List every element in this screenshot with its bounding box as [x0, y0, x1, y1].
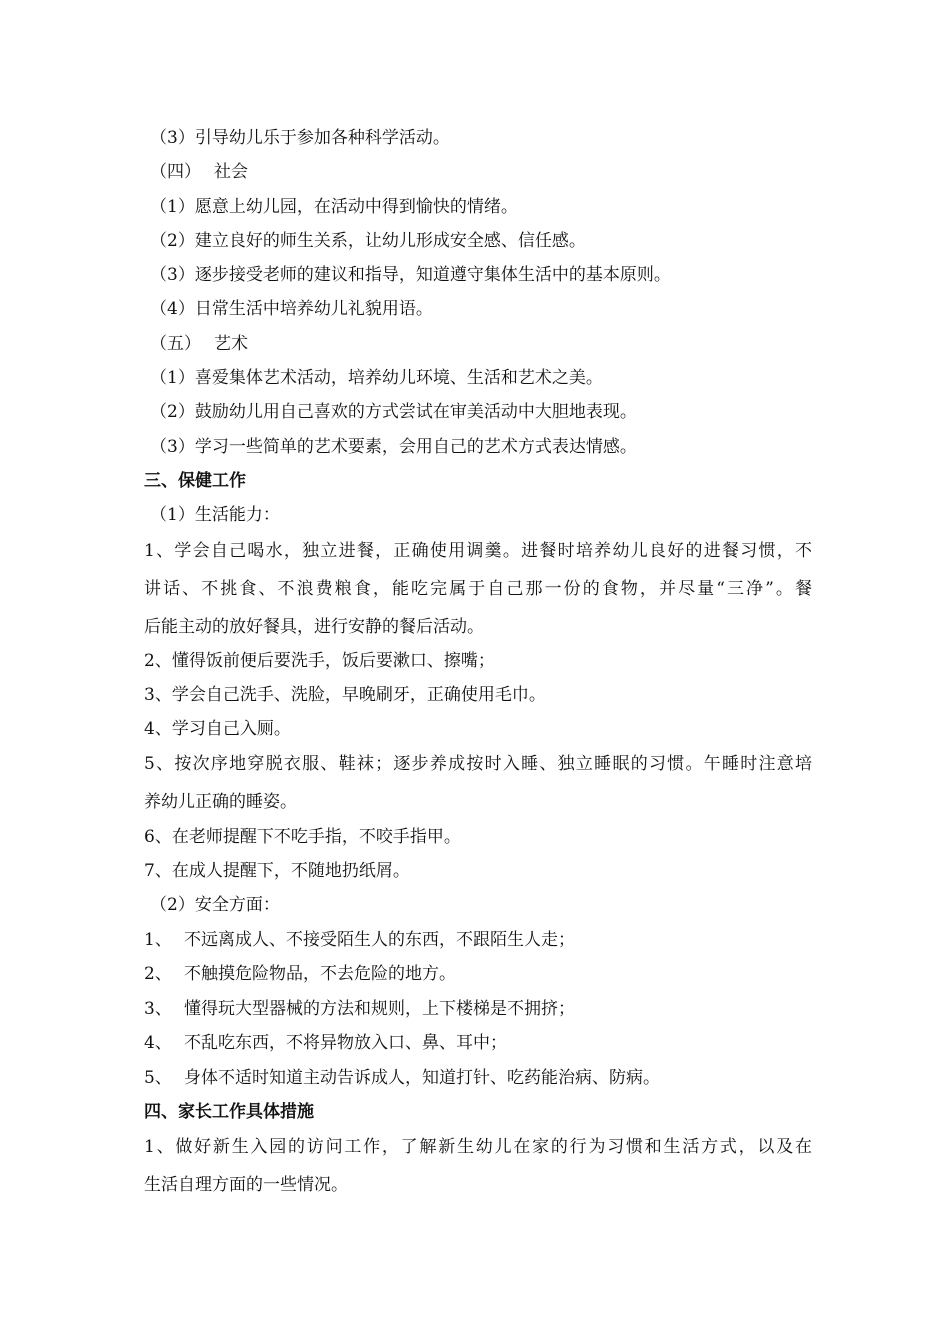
safety-item-1 [144, 929, 812, 951]
section-number: （四） [150, 162, 201, 182]
item-text: 日常生活中培养幼儿礼貌用语。 [194, 299, 433, 319]
safety-heading: （2）安全方面： [150, 895, 280, 915]
item-number: （2） [150, 231, 195, 251]
item-text: 喜爱集体艺术活动，培养幼儿环境、生活和艺术之美。 [194, 368, 603, 388]
item-text: 身体不适时知道主动告诉成人，知道打针、吃药能治病、防病。 [184, 1068, 660, 1088]
item-number: 2、 [144, 964, 172, 984]
item-number: （3） [150, 128, 195, 148]
life-item-4: 4、学习自己入厕。 [144, 719, 291, 739]
item-number: 5、 [144, 1068, 172, 1088]
section-title: 社会 [214, 162, 248, 182]
item-text: 不触摸危险物品，不去危险的地方。 [184, 964, 456, 984]
social-item-2 [150, 230, 818, 252]
item-number: 1、 [144, 930, 172, 950]
life-item-1-line-1: 1、学会自己喝水，独立进餐，正确使用调羹。进餐时培养幼儿良好的进餐习惯，不 [144, 541, 812, 561]
item-number: （1） [150, 368, 195, 388]
section-number: （五） [150, 334, 201, 354]
item-number: 4、 [144, 1033, 172, 1053]
safety-item-3 [144, 998, 812, 1020]
life-item-3: 3、学会自己洗手、洗脸，早晚刷牙，正确使用毛巾。 [144, 685, 546, 705]
item-number: （2） [150, 402, 195, 422]
social-item-4 [150, 298, 818, 320]
life-item-6: 6、在老师提醒下不吃手指，不咬手指甲。 [144, 827, 461, 847]
item-number: （3） [150, 437, 195, 457]
item-text: 懂得玩大型器械的方法和规则，上下楼梯是不拥挤； [184, 999, 575, 1019]
safety-item-5 [144, 1067, 812, 1089]
art-item-3 [150, 436, 818, 458]
item-number: 3、 [144, 999, 172, 1019]
safety-item-4 [144, 1032, 812, 1054]
item-number: （1） [150, 197, 195, 217]
social-item-3 [150, 264, 818, 286]
item-number: （4） [150, 299, 195, 319]
parent-item-1-line-1: 1、做好新生入园的访问工作，了解新生幼儿在家的行为习惯和生活方式，以及在 [144, 1137, 812, 1157]
item-text: 不远离成人、不接受陌生人的东西，不跟陌生人走； [184, 930, 575, 950]
item-text: 逐步接受老师的建议和指导，知道遵守集体生活中的基本原则。 [194, 265, 671, 285]
art-item-2 [150, 401, 818, 423]
item-text: 不乱吃东西，不将异物放入口、鼻、耳中； [184, 1033, 507, 1053]
section-heading-art [150, 333, 818, 355]
parent-item-1-line-2: 生活自理方面的一些情况。 [144, 1175, 348, 1195]
item-text: 鼓励幼儿用自己喜欢的方式尝试在审美活动中大胆地表现。 [194, 402, 637, 422]
life-skills-heading: （1）生活能力： [150, 505, 280, 525]
section-heading-social [150, 161, 818, 183]
item-text: 愿意上幼儿园，在活动中得到愉快的情绪。 [194, 197, 518, 217]
health-section-heading: 三、保健工作 [144, 471, 246, 491]
life-item-2: 2、懂得饭前便后要洗手，饭后要漱口、擦嘴； [144, 651, 495, 671]
item-number: （3） [150, 265, 195, 285]
item-text: 引导幼儿乐于参加各种科学活动。 [194, 128, 450, 148]
item-text: 建立良好的师生关系，让幼儿形成安全感、信任感。 [194, 231, 586, 251]
life-item-5-line-1: 5、按次序地穿脱衣服、鞋袜；逐步养成按时入睡、独立睡眠的习惯。午睡时注意培 [144, 754, 812, 774]
life-item-7: 7、在成人提醒下，不随地扔纸屑。 [144, 861, 410, 881]
social-item-1 [150, 196, 818, 218]
science-item-3 [150, 127, 818, 149]
safety-item-2 [144, 963, 812, 985]
section-title: 艺术 [214, 334, 248, 354]
life-item-1-line-3: 后能主动的放好餐具，进行安静的餐后活动。 [144, 617, 484, 637]
life-item-5-line-2: 养幼儿正确的睡姿。 [144, 792, 297, 812]
item-text: 学习一些简单的艺术要素，会用自己的艺术方式表达情感。 [194, 437, 637, 457]
art-item-1 [150, 367, 818, 389]
life-item-1-line-2: 讲话、不挑食、不浪费粮食，能吃完属于自己那一份的食物，并尽量“三净”。餐 [144, 579, 812, 599]
parent-section-heading: 四、家长工作具体措施 [144, 1102, 314, 1122]
